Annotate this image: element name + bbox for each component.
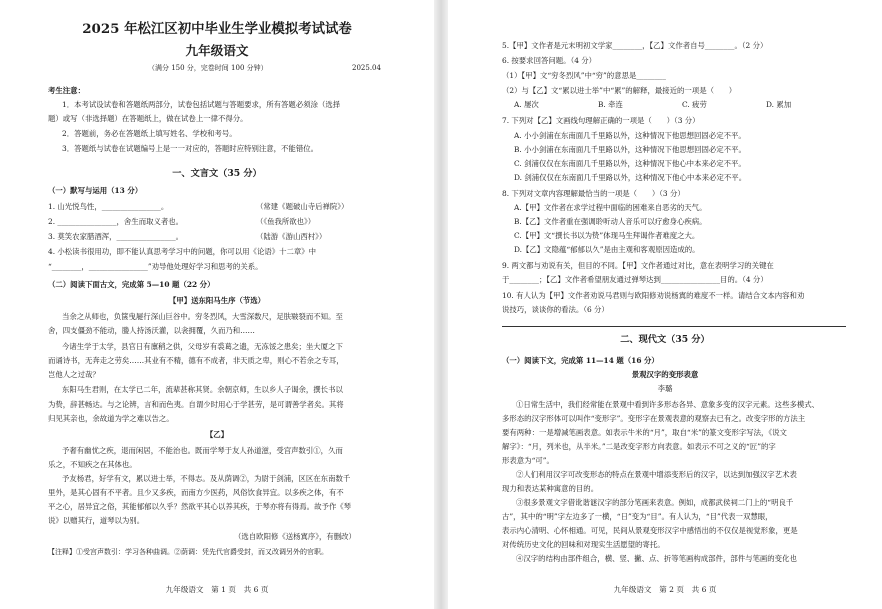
question-4-cont: “________，________________”劝导他处理好学习和思考的关系。 (48, 262, 263, 271)
article-line: 多形态的汉字形体可以叫作“变形字”。变形字在景观表意的观察去已有之。改变字形的方法主 (502, 414, 806, 423)
exam-title: 2025 年松江区初中毕业生学业模拟考试试卷 (82, 21, 352, 37)
question-2-source: （《鱼我所欲也》） (256, 217, 316, 226)
passage-line: 归见其亲也，余故道为学之难以告之。 (48, 414, 174, 423)
notice-heading: 考生注意： (48, 86, 85, 95)
article-author: 李璐 (657, 384, 673, 393)
passage-line: 而诵诗书，无奔走之劳矣……其业有不精，德有不成者，非天质之卑，则心不若余之专耳， (48, 356, 344, 365)
notice-line: 1．本考试设试卷和答题纸两部分，试卷包括试题与答题要求，所有答题必须涂（选择 (62, 100, 341, 109)
passage-b-source: （选自欧阳修《送杨寘序》，有删改） (234, 532, 356, 541)
notice-line: 3．答题纸与试卷在试题编号上是一一对应的，答题时应特别注意，不能错位。 (62, 144, 318, 153)
option-b: B. 牵连 (598, 100, 623, 109)
section-title-modern: 二、现代文（35 分） (620, 334, 710, 345)
option-c: C. 剑浦仅仅在东南面几千里路以外，这种情况下他心中本来必定不平。 (514, 159, 746, 168)
annotation: 【注释】①受宫声数引：学习各种曲调。②荫调：凭先代官爵受封，而又改调另外的官职。 (48, 548, 328, 556)
passage-line: 当余之从师也，负箧曳屣行深山巨谷中。穷冬烈风，大雪深数尺，足肤皲裂而不知。至 (62, 312, 343, 321)
passage-line: 东阳马生君则，在太学已二年，流辈甚称其贤。余朝京师，生以乡人子谒余，撰长书以 (62, 385, 343, 394)
option-b: B.【乙】文作者重在强调聆听动人音乐可以疗愈身心疾病。 (514, 217, 707, 226)
article-line: 古”，其中的“明”字左边多了一横，“日”变为“目”。有人认为，“目”代表一双慧眼， (502, 512, 773, 521)
page-footer: 九年级语文 第 2 页 共 6 页 (613, 585, 717, 594)
article-line: 解字》：“月，列米也，从半米。”二是改变字形方向表意。如表示不可之义的“匠”的字 (502, 442, 776, 451)
article-title: 景观汉字的变形表意 (631, 370, 699, 379)
passage-line: 平之心，居异宜之俗，其能郁郁以久乎？然欲平其心以养其疾，于琴亦将有得焉。故予作《琴 (48, 502, 352, 511)
option-c: C. 疲劳 (682, 100, 707, 109)
section-title-classical: 一、文言文（35 分） (172, 168, 262, 179)
question-6-2: （2）与【乙】文“累以进士举”中“累”的解释，最接近的一项是（ ） (502, 86, 737, 95)
option-d: D. 剑浦仅仅在东南面几千里路以外，这种情况下他心中本来必定不平。 (514, 173, 747, 182)
article-line: 现力和表达某种寓意的目的。 (502, 484, 599, 493)
option-a: A. 屡次 (514, 100, 539, 109)
question-6: 6. 按要求回答问题。（4 分） (502, 56, 597, 65)
question-2: 2. ________________，舍生而取义者也。 (48, 217, 184, 226)
question-10-cont: 说技巧，谈谈你的看法。（6 分） (502, 305, 609, 314)
notice-line: 2．答题前，务必在答题纸上填写姓名、学校和考号。 (62, 129, 237, 138)
question-10: 10. 有人认为【甲】文作者劝说马君则与欧阳修劝说杨寘的难度不一样。请结合文本内容和劝 (502, 291, 805, 300)
question-7: 7. 下列对【乙】文画线句理解正确的一项是（ ）（3 分） (502, 116, 700, 125)
page-gutter (434, 0, 448, 609)
question-8: 8. 下列对文章内容理解最恰当的一项是（ ）（3 分） (502, 189, 685, 198)
option-c: C.【甲】文“撰长书以为贽”体现马生拜谒作者难度之大。 (514, 231, 700, 240)
exam-page-2 (448, 0, 882, 609)
article-line: 对传统历史文化的回味和对现实生活愿望的寄托。 (502, 540, 665, 549)
passage-line: 予奢有幽忧之疾，退而闲居，不能治也。既而学琴于友人孙道滋，受宫声数引①，久而 (62, 446, 343, 455)
question-3-source: （陆游《游山西村》） (256, 232, 327, 241)
question-4: 4. 小松读书很用功，即不能认真思考学习中的问题，你可以用《论语》十二章》中 (48, 247, 317, 256)
option-d: D. 累加 (766, 100, 792, 109)
question-1-source: （常建《题破山寺后禅院》） (256, 202, 349, 211)
question-6-1: （1）【甲】文“穷冬烈风”中“穷”的意思是________ (502, 71, 666, 80)
question-9: 9. 两文都与劝说有关，但目的不同。【甲】文作者通过对比，意在表明学习的关键在 (502, 261, 774, 270)
article-line: 形表意为“可”。 (502, 456, 554, 465)
notice-line: 题）或写（非选择题）在答题纸上，做在试卷上一律不得分。 (48, 114, 248, 123)
option-a: A. 小小剑浦在东南面几千里路以外，这种情况下他思想回固必定不平。 (514, 131, 746, 140)
question-9-cont: 于________；【乙】文作者希望朋友通过弹琴达到________________目的。（4 分） (502, 275, 768, 284)
part-heading: （二）阅读下面古文，完成第 5—10 题（22 分） (48, 280, 215, 289)
passage-line: 乐之，不知疾之在其体也。 (48, 460, 137, 469)
passage-line: 予友杨君，好学有文，累以进士举，不得志。及从荫调②，为尉于剑浦，区区在东南数千 (62, 474, 351, 483)
article-line: ①日常生活中，我们经常能在景观中看到许多形态各异、意象多变的汉字元素。这些多模式、 (516, 400, 820, 409)
page-footer: 九年级语文 第 1 页 共 6 页 (165, 585, 269, 594)
passage-a-title: 【甲】送东阳马生序（节选） (168, 296, 266, 305)
passage-line: 今诸生学于太学，县官日有廪稍之供，父母岁有裘葛之遗，无冻馁之患矣；坐大厦之下 (62, 342, 343, 351)
question-5: 5.【甲】文作者是元末明初文学家________，【乙】文作者自号________。（2 分） (502, 41, 768, 50)
article-line: 要有两种：一是增减笔画表意。如表示牛米的“月”，取自“米”的篆文变形字写法，《说文 (502, 428, 787, 437)
exam-info: （满分 150 分，完卷时间 100 分钟） (148, 64, 268, 72)
passage-line: 说》以赠其行，道琴以为别。 (48, 516, 145, 525)
option-d: D.【乙】文隐蕴“郁郁以久”是由主观和客观原因造成的。 (514, 245, 700, 254)
option-a: A.【甲】文作者在求学过程中面临的困难来自恶劣的天气。 (514, 203, 707, 212)
question-3: 3. 莫笑农家腊酒浑，________________。 (48, 232, 184, 241)
option-b: B. 小小剑浦在东南面几千里路以外，这种情况下他思想回固必定不平。 (514, 145, 746, 154)
question-1: 1. 山光悦鸟性，________________。 (48, 202, 169, 211)
exam-subject: 九年级语文 (185, 43, 249, 58)
part-heading: （一）阅读下文，完成第 11—14 题（16 分） (502, 356, 659, 365)
passage-line: 里外，是其心固有不平者。且少又多疾，而南方少医药，风俗饮食异宜。以多疾之体，有不 (48, 488, 344, 497)
exam-date: 2025.04 (352, 64, 381, 72)
article-line: ③很多景观文字借讹谐谜汉字的部分笔画来表意。例如，成都武侯祠二门上的“明良千 (516, 498, 794, 507)
part-heading: （一）默写与运用（13 分） (48, 186, 143, 195)
passage-line: 岂他人之过哉？ (48, 370, 100, 379)
article-line: ②人们利用汉字可改变形态的特点在景观中增添变形后的汉字，以达到加强汉字艺术表 (516, 470, 797, 479)
passage-line: 舍，四支僵劲不能动，媵人持汤沃灌，以衾拥覆，久而乃和…… (48, 326, 255, 335)
passage-line: 为贽，辞甚畅达。与之论辨，言和而色夷。自谓少时用心于学甚劳，是可谓善学者矣。其将 (48, 400, 344, 409)
exam-page-1 (0, 0, 434, 609)
divider-line (502, 326, 846, 327)
article-line: ④汉字的结构由部件组合，横、竖、撇、点、折等笔画构成部件，部件与笔画的变化也 (516, 554, 797, 563)
passage-b-title: 【乙】 (205, 430, 229, 439)
article-line: 表示内心清明、心怀相通。可见，民间从景观变形汉字中感悟出的不仅仅是视觉形象，更是 (502, 526, 798, 535)
